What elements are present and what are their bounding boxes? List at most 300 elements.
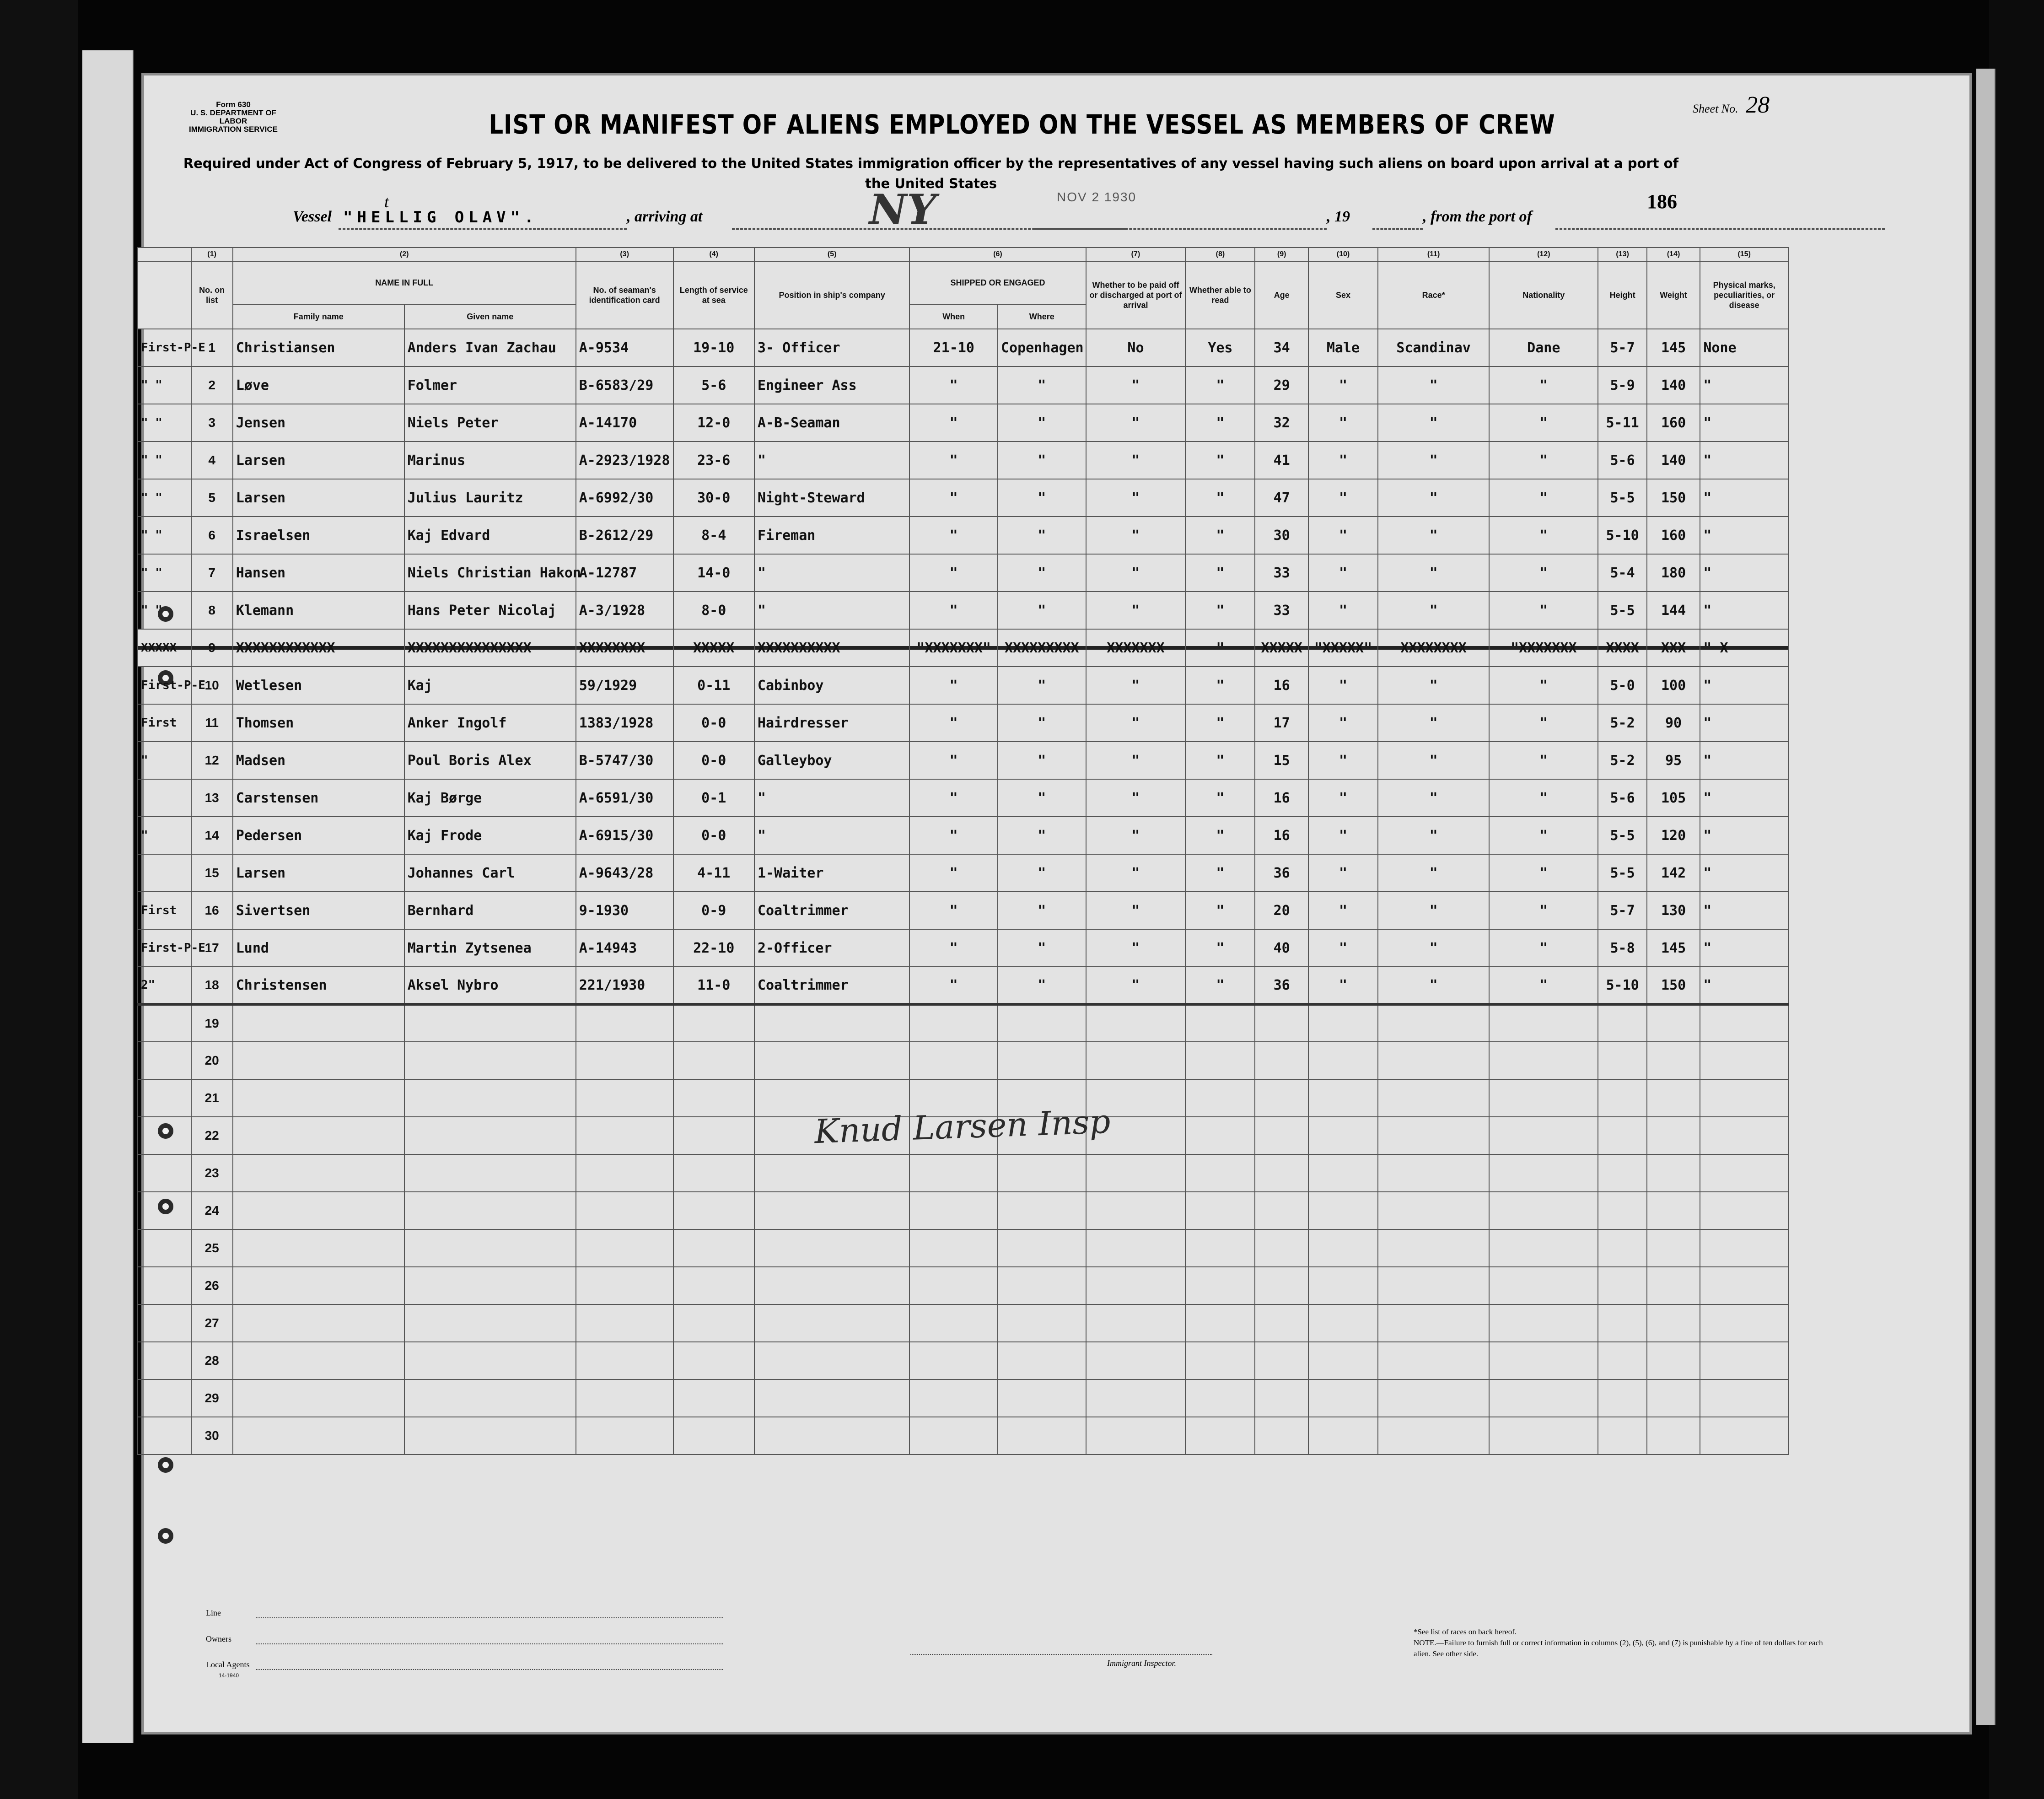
col-number: (15): [1700, 248, 1788, 261]
shipped-when: ": [909, 817, 998, 854]
class-cell: First: [138, 704, 191, 742]
service-length: 5-6: [673, 366, 754, 404]
empty-cell: [1308, 1004, 1378, 1042]
age: 34: [1255, 329, 1308, 366]
age: 36: [1255, 967, 1308, 1004]
physical-marks: ": [1700, 554, 1788, 592]
empty-cell: [576, 1267, 673, 1304]
row-number: 16: [191, 892, 233, 929]
empty-cell: [1255, 1342, 1308, 1379]
given-name: Aksel Nybro: [404, 967, 576, 1004]
empty-cell: [1308, 1229, 1378, 1267]
position: A-B-Seaman: [754, 404, 910, 442]
header-family-name: Family name: [233, 304, 404, 329]
empty-cell: [1700, 1154, 1788, 1192]
class-cell: First-P-E: [138, 667, 191, 704]
id-card: A-9534: [576, 329, 673, 366]
table-row: [138, 929, 1788, 967]
col-number: (4): [673, 248, 754, 261]
empty-cell: [404, 1192, 576, 1229]
position: Cabinboy: [754, 667, 910, 704]
row-number: 2: [191, 366, 233, 404]
physical-marks: ": [1700, 704, 1788, 742]
col-number: (7): [1086, 248, 1186, 261]
binder-left: [0, 0, 78, 1799]
empty-cell: [1086, 1379, 1186, 1417]
empty-cell: [404, 1342, 576, 1379]
empty-cell: [754, 1342, 910, 1379]
header-position: Position in ship's company: [754, 261, 910, 329]
race: ": [1378, 404, 1489, 442]
empty-cell: [1647, 1304, 1700, 1342]
inspector-signature: Knud Larsen Insp: [813, 1102, 1111, 1151]
able-to-read: ": [1185, 404, 1255, 442]
manifest-body: [138, 329, 1788, 1454]
empty-cell: [673, 1154, 754, 1192]
age: 41: [1255, 442, 1308, 479]
empty-cell: [1700, 1342, 1788, 1379]
empty-cell: [1185, 1154, 1255, 1192]
class-cell: [138, 854, 191, 892]
empty-cell: [754, 1229, 910, 1267]
position: Fireman: [754, 517, 910, 554]
given-name: Anker Ingolf: [404, 704, 576, 742]
nationality: "XXXXXXX: [1489, 629, 1598, 667]
paid-off: ": [1086, 929, 1186, 967]
empty-cell: [673, 1379, 754, 1417]
able-to-read: ": [1185, 442, 1255, 479]
empty-cell: [1700, 1042, 1788, 1079]
punch-hole: [158, 1457, 173, 1473]
id-card: A-3/1928: [576, 592, 673, 629]
empty-cell: [138, 1192, 191, 1229]
class-cell: XXXXX: [138, 629, 191, 667]
shipped-when: 21-10: [909, 329, 998, 366]
paid-off: ": [1086, 442, 1186, 479]
family-name: Carstensen: [233, 779, 404, 817]
nationality: ": [1489, 667, 1598, 704]
empty-cell: [998, 1379, 1086, 1417]
weight: 144: [1647, 592, 1700, 629]
sex: ": [1308, 779, 1378, 817]
empty-cell: [404, 1304, 576, 1342]
empty-cell: [233, 1117, 404, 1154]
empty-cell: [909, 1267, 998, 1304]
given-name: Marinus: [404, 442, 576, 479]
height: 5-4: [1598, 554, 1646, 592]
position: ": [754, 592, 910, 629]
empty-cell: [138, 1154, 191, 1192]
empty-cell: [1489, 1117, 1598, 1154]
empty-cell: [1378, 1192, 1489, 1229]
physical-marks: ": [1700, 404, 1788, 442]
shipped-where: Copenhagen: [998, 329, 1086, 366]
age: 29: [1255, 366, 1308, 404]
empty-cell: [673, 1192, 754, 1229]
empty-cell: [1308, 1079, 1378, 1117]
row-number: 18: [191, 967, 233, 1004]
id-card: A-12787: [576, 554, 673, 592]
service-length: 8-4: [673, 517, 754, 554]
shipped-when: ": [909, 892, 998, 929]
empty-cell: [1185, 1042, 1255, 1079]
shipped-where: ": [998, 854, 1086, 892]
race: ": [1378, 592, 1489, 629]
empty-cell: [1086, 1229, 1186, 1267]
given-name: Kaj Edvard: [404, 517, 576, 554]
empty-cell: [1647, 1117, 1700, 1154]
physical-marks: ": [1700, 817, 1788, 854]
footer-agents-rule: [256, 1669, 723, 1670]
form-number: Form 630: [216, 100, 251, 109]
physical-marks: ": [1700, 667, 1788, 704]
empty-cell: [1647, 1042, 1700, 1079]
empty-cell: [998, 1304, 1086, 1342]
paid-off: ": [1086, 967, 1186, 1004]
empty-cell: [1378, 1267, 1489, 1304]
date-stamp: NOV 2 1930: [1057, 190, 1137, 204]
empty-cell: [1598, 1079, 1646, 1117]
able-to-read: ": [1185, 629, 1255, 667]
empty-cell: [1489, 1267, 1598, 1304]
empty-cell: [1308, 1117, 1378, 1154]
family-name: Løve: [233, 366, 404, 404]
empty-cell: [1308, 1042, 1378, 1079]
empty-cell: [1185, 1192, 1255, 1229]
class-cell: " ": [138, 404, 191, 442]
given-name: Bernhard: [404, 892, 576, 929]
able-to-read: ": [1185, 817, 1255, 854]
weight: 150: [1647, 479, 1700, 517]
empty-cell: [404, 1004, 576, 1042]
row-number: 5: [191, 479, 233, 517]
empty-cell: [576, 1042, 673, 1079]
empty-cell: [1255, 1079, 1308, 1117]
shipped-where: ": [998, 667, 1086, 704]
height: 5-8: [1598, 929, 1646, 967]
empty-cell: [1378, 1042, 1489, 1079]
shipped-when: ": [909, 442, 998, 479]
shipped-where: ": [998, 742, 1086, 779]
height: 5-9: [1598, 366, 1646, 404]
table-row: [138, 404, 1788, 442]
race: ": [1378, 779, 1489, 817]
empty-cell: [1598, 1004, 1646, 1042]
row-number: 15: [191, 854, 233, 892]
header-height: Height: [1598, 261, 1646, 329]
weight: XXX: [1647, 629, 1700, 667]
empty-cell: [1489, 1154, 1598, 1192]
physical-marks: ": [1700, 366, 1788, 404]
physical-marks: ": [1700, 892, 1788, 929]
height: 5-6: [1598, 779, 1646, 817]
physical-marks: " X: [1700, 629, 1788, 667]
empty-cell: [1185, 1117, 1255, 1154]
id-card: A-2923/1928: [576, 442, 673, 479]
nationality: ": [1489, 742, 1598, 779]
class-cell: First-P-E: [138, 329, 191, 366]
empty-cell: [1700, 1192, 1788, 1229]
empty-cell: [754, 1267, 910, 1304]
adjacent-page-edge: [1976, 69, 1996, 1725]
empty-cell: [1086, 1004, 1186, 1042]
age: 36: [1255, 854, 1308, 892]
sex: ": [1308, 479, 1378, 517]
age: 33: [1255, 554, 1308, 592]
empty-cell: [673, 1342, 754, 1379]
col-number: (8): [1185, 248, 1255, 261]
empty-cell: [998, 1004, 1086, 1042]
row-number: 30: [191, 1417, 233, 1454]
empty-cell: [138, 1079, 191, 1117]
nationality: ": [1489, 704, 1598, 742]
paid-off: ": [1086, 667, 1186, 704]
empty-cell: [1255, 1004, 1308, 1042]
family-name: Christensen: [233, 967, 404, 1004]
empty-cell: [1378, 1342, 1489, 1379]
footer-form-code: 14-1940: [219, 1672, 239, 1679]
row-number: 11: [191, 704, 233, 742]
arriving-label: , arriving at: [627, 208, 703, 225]
shipped-where: ": [998, 892, 1086, 929]
row-number: 17: [191, 929, 233, 967]
service-length: 4-11: [673, 854, 754, 892]
shipped-when: ": [909, 779, 998, 817]
empty-cell: [138, 1417, 191, 1454]
age: 47: [1255, 479, 1308, 517]
empty-cell: [1086, 1417, 1186, 1454]
row-number: 24: [191, 1192, 233, 1229]
empty-cell: [754, 1154, 910, 1192]
able-to-read: ": [1185, 592, 1255, 629]
shipped-when: ": [909, 929, 998, 967]
header-no-on-list: No. on list: [191, 261, 233, 329]
empty-cell: [404, 1042, 576, 1079]
able-to-read: ": [1185, 892, 1255, 929]
row-number: 14: [191, 817, 233, 854]
empty-cell: [909, 1229, 998, 1267]
weight: 100: [1647, 667, 1700, 704]
empty-cell: [1647, 1079, 1700, 1117]
empty-cell: [754, 1417, 910, 1454]
family-name: Wetlesen: [233, 667, 404, 704]
id-card: 9-1930: [576, 892, 673, 929]
table-row-empty: [138, 1154, 1788, 1192]
empty-cell: [1086, 1042, 1186, 1079]
empty-cell: [1255, 1154, 1308, 1192]
header-given-name: Given name: [404, 304, 576, 329]
empty-cell: [404, 1379, 576, 1417]
family-name: XXXXXXXXXXXX: [233, 629, 404, 667]
empty-cell: [1647, 1417, 1700, 1454]
sex: ": [1308, 817, 1378, 854]
paid-off: ": [1086, 704, 1186, 742]
shipped-where: ": [998, 929, 1086, 967]
col-number: (9): [1255, 248, 1308, 261]
able-to-read: ": [1185, 742, 1255, 779]
class-cell: ": [138, 817, 191, 854]
id-card: A-6591/30: [576, 779, 673, 817]
header-sex: Sex: [1308, 261, 1378, 329]
physical-marks: None: [1700, 329, 1788, 366]
physical-marks: ": [1700, 779, 1788, 817]
family-name: Klemann: [233, 592, 404, 629]
col-number: (2): [233, 248, 576, 261]
position: XXXXXXXXXX: [754, 629, 910, 667]
height: 5-5: [1598, 817, 1646, 854]
sheet-label: Sheet No.: [1693, 102, 1738, 115]
position: 2-Officer: [754, 929, 910, 967]
age: 16: [1255, 779, 1308, 817]
row-number: 1: [191, 329, 233, 366]
col-number: (13): [1598, 248, 1646, 261]
race: ": [1378, 967, 1489, 1004]
nationality: ": [1489, 442, 1598, 479]
from-port-label: , from the port of: [1423, 208, 1532, 225]
service-length: 14-0: [673, 554, 754, 592]
inspector-label: Immigrant Inspector.: [1107, 1659, 1176, 1668]
sex: ": [1308, 892, 1378, 929]
nationality: Dane: [1489, 329, 1598, 366]
empty-cell: [576, 1342, 673, 1379]
position: ": [754, 817, 910, 854]
given-name: Folmer: [404, 366, 576, 404]
empty-cell: [1255, 1192, 1308, 1229]
sex: ": [1308, 854, 1378, 892]
empty-cell: [673, 1004, 754, 1042]
able-to-read: ": [1185, 929, 1255, 967]
shipped-where: ": [998, 479, 1086, 517]
empty-cell: [1489, 1304, 1598, 1342]
row-number: 23: [191, 1154, 233, 1192]
table-row: [138, 629, 1788, 667]
nationality: ": [1489, 517, 1598, 554]
row-number: 7: [191, 554, 233, 592]
empty-cell: [1700, 1379, 1788, 1417]
empty-cell: [754, 1042, 910, 1079]
id-card: B-5747/30: [576, 742, 673, 779]
empty-cell: [998, 1267, 1086, 1304]
given-name: Johannes Carl: [404, 854, 576, 892]
race: ": [1378, 742, 1489, 779]
position: Galleyboy: [754, 742, 910, 779]
family-name: Sivertsen: [233, 892, 404, 929]
row-number: 6: [191, 517, 233, 554]
empty-cell: [673, 1079, 754, 1117]
empty-cell: [1598, 1304, 1646, 1342]
weight: 140: [1647, 442, 1700, 479]
shipped-when: ": [909, 404, 998, 442]
sex: ": [1308, 554, 1378, 592]
empty-cell: [1308, 1154, 1378, 1192]
year-underline: [1372, 228, 1423, 230]
family-name: Hansen: [233, 554, 404, 592]
empty-cell: [1598, 1417, 1646, 1454]
id-card: XXXXXXXX: [576, 629, 673, 667]
shipped-when: ": [909, 854, 998, 892]
nationality: ": [1489, 817, 1598, 854]
empty-cell: [1598, 1042, 1646, 1079]
header-shipped: SHIPPED OR ENGAGED: [909, 261, 1086, 304]
col-class-header: [138, 248, 191, 261]
empty-cell: [1255, 1417, 1308, 1454]
race: XXXXXXXX: [1378, 629, 1489, 667]
service-length: 19-10: [673, 329, 754, 366]
weight: 105: [1647, 779, 1700, 817]
weight: 160: [1647, 517, 1700, 554]
empty-cell: [404, 1079, 576, 1117]
empty-cell: [138, 1267, 191, 1304]
year-prefix: , 19: [1327, 208, 1350, 225]
empty-cell: [998, 1042, 1086, 1079]
table-row: [138, 592, 1788, 629]
empty-cell: [909, 1304, 998, 1342]
header-paid-off: Whether to be paid off or discharged at port of arrival: [1086, 261, 1186, 329]
empty-cell: [233, 1004, 404, 1042]
empty-cell: [1378, 1417, 1489, 1454]
family-name: Israelsen: [233, 517, 404, 554]
empty-cell: [1489, 1004, 1598, 1042]
empty-cell: [1647, 1154, 1700, 1192]
department: U. S. DEPARTMENT OF LABOR: [190, 108, 276, 125]
family-name: Madsen: [233, 742, 404, 779]
page-number: 186: [1647, 190, 1677, 213]
row-number: 3: [191, 404, 233, 442]
age: 20: [1255, 892, 1308, 929]
shipped-where: ": [998, 817, 1086, 854]
id-card: A-9643/28: [576, 854, 673, 892]
header-name-in-full: NAME IN FULL: [233, 261, 576, 304]
weight: 120: [1647, 817, 1700, 854]
table-row: [138, 554, 1788, 592]
age: 40: [1255, 929, 1308, 967]
id-card: 1383/1928: [576, 704, 673, 742]
race: ": [1378, 479, 1489, 517]
family-name: Christiansen: [233, 329, 404, 366]
sex: Male: [1308, 329, 1378, 366]
given-name: Kaj: [404, 667, 576, 704]
empty-cell: [1086, 1304, 1186, 1342]
empty-cell: [576, 1379, 673, 1417]
empty-cell: [1378, 1079, 1489, 1117]
shipped-when: ": [909, 967, 998, 1004]
row-number: 4: [191, 442, 233, 479]
physical-marks: ": [1700, 967, 1788, 1004]
race: ": [1378, 704, 1489, 742]
service-length: 0-0: [673, 704, 754, 742]
class-cell: " ": [138, 479, 191, 517]
empty-cell: [1378, 1117, 1489, 1154]
weight: 160: [1647, 404, 1700, 442]
empty-cell: [576, 1004, 673, 1042]
id-card: B-6583/29: [576, 366, 673, 404]
empty-cell: [404, 1229, 576, 1267]
shipped-where: ": [998, 967, 1086, 1004]
physical-marks: ": [1700, 517, 1788, 554]
service-length: 0-9: [673, 892, 754, 929]
paid-off: ": [1086, 854, 1186, 892]
empty-cell: [1598, 1379, 1646, 1417]
race: ": [1378, 892, 1489, 929]
race: ": [1378, 554, 1489, 592]
empty-cell: [754, 1004, 910, 1042]
row-number: 19: [191, 1004, 233, 1042]
nationality: ": [1489, 929, 1598, 967]
able-to-read: ": [1185, 779, 1255, 817]
col-number: (14): [1647, 248, 1700, 261]
date-underline: [1034, 228, 1327, 230]
empty-cell: [1700, 1229, 1788, 1267]
